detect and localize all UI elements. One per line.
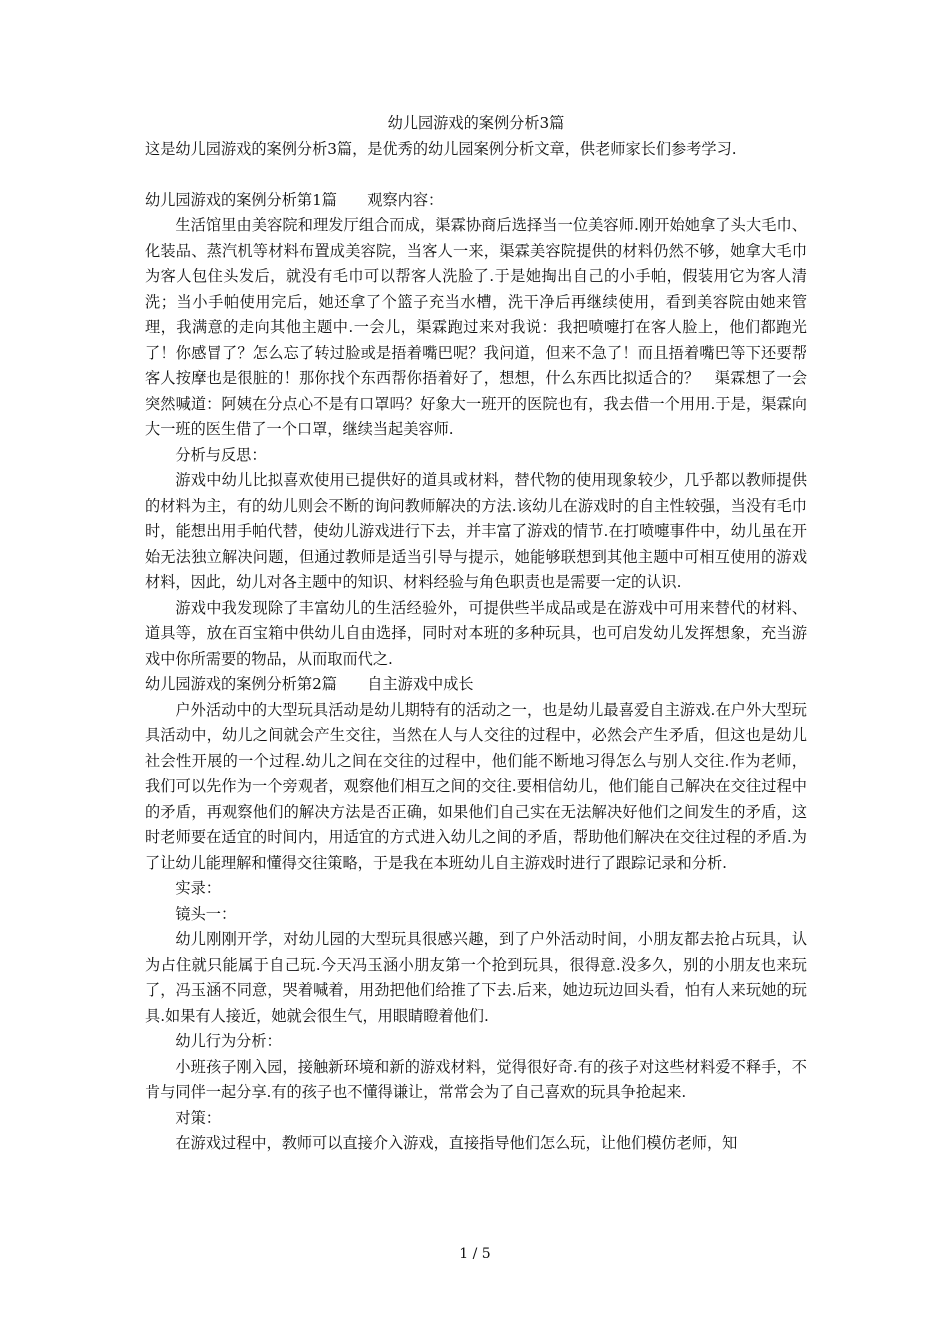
page-number: 1 / 5	[459, 1246, 491, 1262]
section-1-analysis-label: 分析与反思：	[175, 445, 267, 464]
section-2-heading: 幼儿园游戏的案例分析第2篇 自主游戏中成长	[145, 675, 474, 693]
section-2-record-label: 实录：	[175, 879, 221, 897]
section-2-intro: 户外活动中的大型玩具活动是幼儿期特有的活动之一，也是幼儿最喜爱自主游戏.在户外大型玩具活动中，幼儿之间就会产生交往，当然在人与人交往的过程中，必然会产生矛盾，但这也是幼儿社会性开展的一个过程.幼儿之间在交往的过程中，他们能不断地习得怎么与别人交往.作为老师，我们可以先作为一个旁观者，观察他们相互之间的交往.要相信幼儿，他们能自己解决在交往过程中的矛盾，再观察他们的解决方法是否正确，如果他们自己实在无法解决好他们之间发生的矛盾，这时老师要在适宜的时间内，用适宜的方式进入幼儿之间的矛盾，帮助他们解决在交往过程的矛盾.为了让幼儿能理解和懂得交往策略，于是我在本班幼儿自主游戏时进行了跟踪记录和分析.	[145, 700, 807, 872]
section-1-heading: 幼儿园游戏的案例分析第1篇 观察内容：	[145, 190, 444, 209]
document-body	[145, 111, 807, 1157]
section-2-behavior-paragraph: 小班孩子刚入园，接触新环境和新的游戏材料，觉得很好奇.有的孩子对这些材料爱不释手，不肯与同伴一起分享.有的孩子也不懂得谦让，常常会为了自己喜欢的玩具争抢起来.	[145, 1057, 807, 1101]
blank-line	[145, 162, 807, 188]
section-2-strategy-paragraph: 在游戏过程中，教师可以直接介入游戏，直接指导他们怎么玩，让他们模仿老师，知	[175, 1134, 738, 1152]
document-intro: 这是幼儿园游戏的案例分析3篇，是优秀的幼儿园案例分析文章，供老师家长们参考学习.	[145, 139, 737, 158]
section-2-shot-1-label: 镜头一：	[175, 904, 237, 923]
section-2-strategy-label: 对策：	[175, 1108, 221, 1127]
section-2-behavior-label: 幼儿行为分析：	[175, 1032, 282, 1050]
section-1-analysis-paragraph-1: 游戏中幼儿比拟喜欢使用已提供好的道具或材料，替代物的使用现象较少，几乎都以教师提供的材料为主，有的幼儿则会不断的询问教师解决的方法.该幼儿在游戏时的自主性较强，当没有毛巾时，能想出用手帕代替，使幼儿游戏进行下去，并丰富了游戏的情节.在打喷嚏事件中，幼儿虽在开始无法独立解决问题，但通过教师是适当引导与提示，她能够联想到其他主题中可相互使用的游戏材料，因此，幼儿对各主题中的知识、材料经验与角色职责也是需要一定的认识.	[145, 471, 807, 591]
section-1-analysis-paragraph-2: 游戏中我发现除了丰富幼儿的生活经验外，可提供些半成品或是在游戏中可用来替代的材料、道具等，放在百宝箱中供幼儿自由选择，同时对本班的多种玩具，也可启发幼儿发挥想象，充当游戏中你所需要的物品，从而取而代之.	[145, 598, 807, 668]
section-1-observation: 生活馆里由美容院和理发厅组合而成，渠霖协商后选择当一位美容师.刚开始她拿了头大毛巾、化装品、蒸汽机等材料布置成美容院，当客人一来，渠霖美容院提供的材料仍然不够，她拿大毛巾为客人包住头发后，就没有毛巾可以帮客人洗脸了.于是她掏出自己的小手帕，假装用它为客人清洗；当小手帕使用完后，她还拿了个篮子充当水槽，洗干净后再继续使用，看到美容院由她来管理，我满意的走向其他主题中.一会儿，渠霖跑过来对我说：我把喷嚏打在客人脸上，他们都跑光了！你感冒了？怎么忘了转过脸或是捂着嘴巴呢？我问道，但来不急了！而且捂着嘴巴等下还要帮客人按摩也是很脏的！那你找个东西帮你捂着好了，想想，什么东西比拟适合的？ 渠霖想了一会突然喊道：阿姨在分点心不是有口罩吗？好象大一班开的医院也有，我去借一个用用.于是，渠霖向大一班的医生借了一个口罩，继续当起美容师.	[145, 216, 807, 438]
document-title: 幼儿园游戏的案例分析3篇	[387, 114, 565, 132]
section-2-shot-1-paragraph: 幼儿刚刚开学，对幼儿园的大型玩具很感兴趣，到了户外活动时间，小朋友都去抢占玩具，认为占住就只能属于自己玩.今天冯玉涵小朋友第一个抢到玩具，很得意.没多久，别的小朋友也来玩了，冯玉涵不同意，哭着喊着，用劲把他们给推了下去.后来，她边玩边回头看，怕有人来玩她的玩具.如果有人接近，她就会很生气，用眼睛瞪着他们.	[145, 930, 807, 1025]
